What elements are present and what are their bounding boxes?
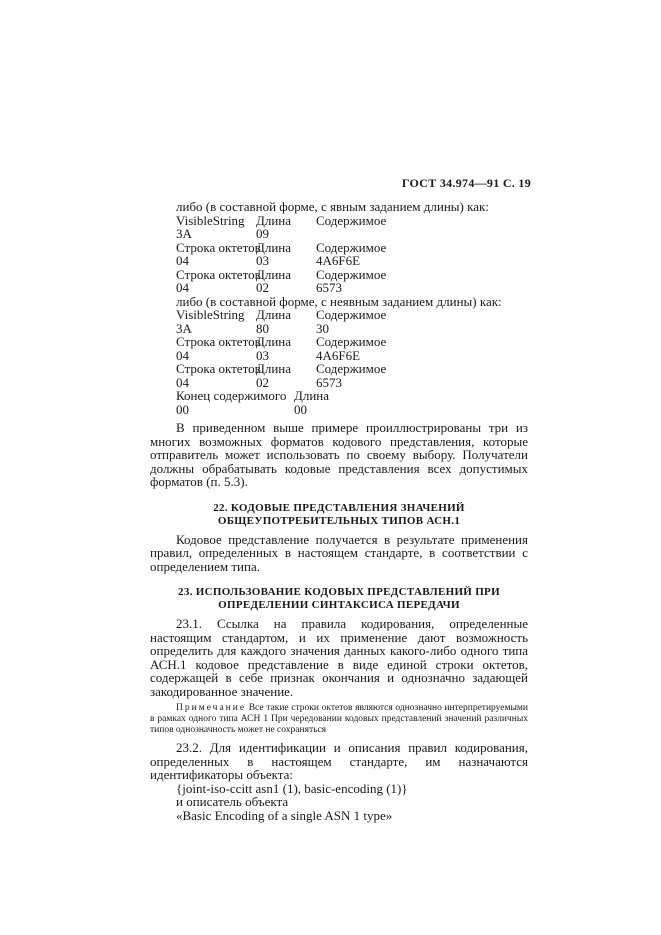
block1-intro: либо (в составной форме, с явным заданием длины) как: [176, 199, 489, 214]
length-cell: Длина [256, 266, 292, 282]
type-cell: 3A [176, 226, 192, 241]
section-23-1-paragraph: 23.1. Ссылка на правила кодирования, определенные настоящим стандартом, и их применение дают возможность определить для каждого значения данных какого-либо одного типа АСН.1 кодовое представление в виде единой строки октетов, содержащей в себе признак окончания и однозначно задающей закодированное значение. [150, 616, 528, 699]
encoding-row [150, 281, 528, 295]
type-cell: VisibleString [176, 212, 245, 228]
contents-cell: Содержимое [316, 212, 387, 228]
formats-paragraph: В приведенном выше примере проиллюстрированы три из многих возможных форматов кодового представления, которые отправитель может использовать по своему выбору. Получатели должны обрабатывать кодовые представления всех допустимых форматов (п. 5.3). [150, 420, 528, 489]
end-value-1: 00 [176, 401, 189, 417]
type-cell: 04 [176, 347, 189, 363]
contents-cell: 6573 [316, 374, 342, 390]
section-23-heading-line1: 23. ИСПОЛЬЗОВАНИЕ КОДОВЫХ ПРЕДСТАВЛЕНИЙ ПРИ [178, 586, 500, 598]
encoding-row [150, 362, 528, 376]
descriptor-label: и описатель объекта [176, 794, 289, 809]
end-length-label: Длина [294, 388, 330, 403]
section-22-heading-line1: 22. КОДОВЫЕ ПРЕДСТАВЛЕНИЯ ЗНАЧЕНИЙ [213, 501, 465, 514]
end-of-contents-row [150, 389, 528, 403]
contents-cell: Содержимое [316, 307, 387, 322]
end-value-2: 00 [294, 401, 307, 417]
section-23-heading-line2: ОПРЕДЕЛЕНИИ СИНТАКСИСА ПЕРЕДАЧИ [218, 599, 460, 611]
type-cell: Строка октетов [176, 334, 261, 349]
contents-cell [316, 227, 436, 241]
encoding-row [150, 308, 528, 322]
type-cell: Строка октетов [176, 266, 261, 282]
type-cell: 04 [176, 253, 189, 268]
contents-cell: Содержимое [316, 334, 387, 349]
encoding-row [150, 254, 528, 268]
note-paragraph [150, 703, 528, 736]
block2-intro: либо (в составной форме, с неявным заданием длины) как: [176, 293, 502, 309]
length-cell: Длина [256, 361, 292, 376]
length-cell: 02 [256, 374, 269, 390]
section-23-2-paragraph: 23.2. Для идентификации и описания правил кодирования, определенных в настоящем стандарте, им назначаются идентификаторы объекта: [150, 740, 528, 782]
length-cell: 80 [256, 320, 269, 336]
type-cell: 04 [176, 374, 189, 390]
contents-cell: 4A6F6E [316, 253, 361, 268]
encoding-row [150, 268, 528, 282]
contents-cell: 30 [316, 320, 329, 336]
encoding-row [150, 214, 528, 228]
encoding-row [150, 227, 528, 241]
end-values-row [150, 403, 528, 417]
page-header: ГОСТ 34.974—91 С. 19 [401, 176, 531, 190]
block1-rows [150, 214, 528, 295]
contents-cell: Содержимое [316, 239, 387, 255]
type-cell: 04 [176, 280, 189, 295]
contents-cell: 6573 [316, 280, 342, 295]
document-body [150, 200, 528, 822]
contents-cell: 4A6F6E [316, 347, 361, 363]
end-label: Конец содержимого [176, 388, 287, 403]
section-22-text: Кодовое представление получается в результате применения правил, определенных в настоящем стандарте, в соответствии с определением типа. [150, 531, 528, 574]
section-22-heading-line2: ОБЩЕУПОТРЕБИТЕЛЬНЫХ ТИПОВ АСН.1 [217, 514, 461, 527]
object-identifier: {joint-iso-ccitt asn1 (1), basic-encoding (1)} [176, 780, 408, 796]
encoding-row [150, 349, 528, 363]
length-cell: 03 [256, 347, 269, 363]
note-label: Примечание [176, 703, 247, 713]
length-cell: Длина [256, 212, 292, 228]
encoding-row [150, 376, 528, 390]
contents-cell: Содержимое [316, 266, 387, 282]
object-descriptor: «Basic Encoding of a single ASN 1 type» [176, 807, 393, 823]
length-cell: 02 [256, 280, 269, 295]
block2-rows [150, 308, 528, 389]
type-cell: 3A [176, 320, 192, 336]
type-cell: VisibleString [176, 307, 245, 322]
length-cell: Длина [256, 239, 292, 255]
encoding-row [150, 241, 528, 255]
contents-cell: Содержимое [316, 361, 387, 376]
note-text: Все такие строки октетов являются однозначно интерпретируемыми в рамках одного типа АСН 1 При чередовании кодовых представлений значений различных типов однозначность может не сохраняться [150, 703, 528, 735]
length-cell: 03 [256, 253, 269, 268]
length-cell: Длина [256, 334, 292, 349]
length-cell: Длина [256, 307, 292, 322]
type-cell: Строка октетов [176, 239, 261, 255]
encoding-row [150, 335, 528, 349]
encoding-row [150, 322, 528, 336]
length-cell: 09 [256, 226, 269, 241]
type-cell: Строка октетов [176, 361, 261, 376]
